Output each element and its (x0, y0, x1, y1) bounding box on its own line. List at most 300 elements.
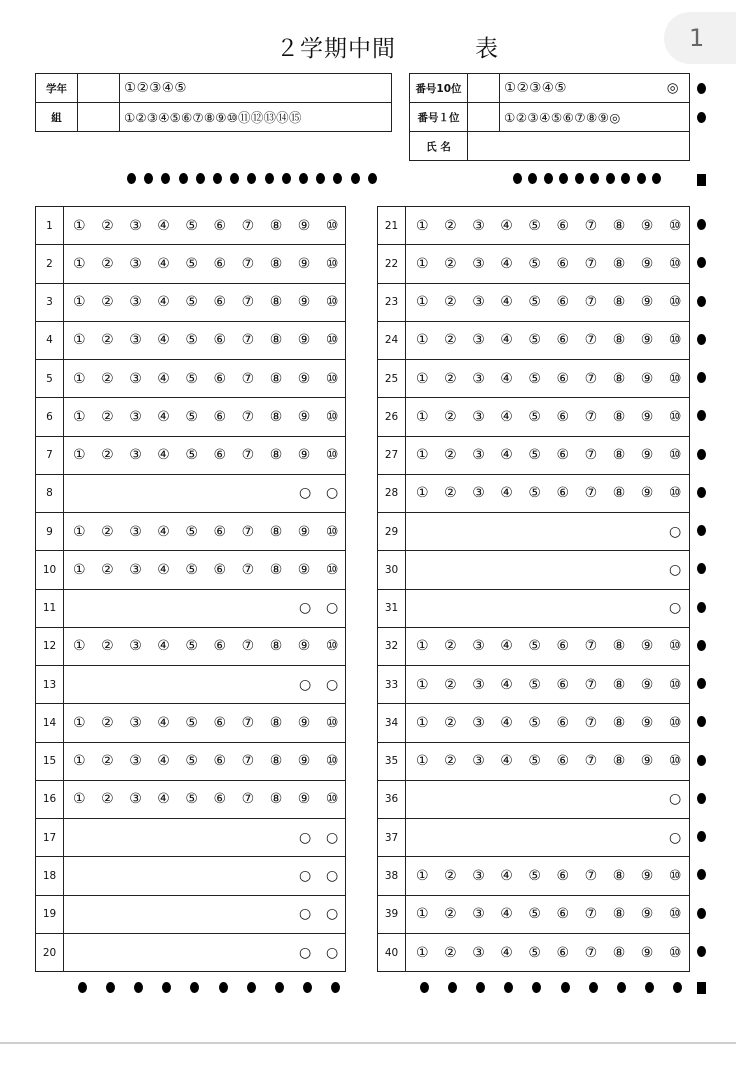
choice-bubble[interactable]: ③ (472, 638, 485, 655)
choice-bubble[interactable]: ⑥ (556, 638, 570, 655)
choice-bubble[interactable]: ⑤ (528, 408, 541, 425)
choice-bubble[interactable]: ① (416, 676, 429, 693)
choice-bubble[interactable]: ⑩ (668, 906, 682, 923)
choice-bubble[interactable]: ⑧ (612, 676, 626, 693)
choice-bubble[interactable]: ② (444, 370, 457, 387)
choice-bubble[interactable]: ④ (500, 294, 513, 311)
choice-bubble[interactable]: ⑧ (269, 255, 283, 272)
choice-bubble[interactable]: ⑦ (241, 217, 255, 234)
o-bubble[interactable]: ○ (299, 867, 312, 884)
choice-bubble[interactable]: ⑦ (584, 332, 598, 349)
choice-bubble[interactable]: ⑤ (528, 714, 541, 731)
choice-bubble[interactable]: ⑨ (640, 408, 654, 425)
choice-bubble[interactable]: ⑦ (584, 447, 598, 464)
choice-bubble[interactable]: ⑤ (528, 370, 541, 387)
choice-bubble[interactable]: ④ (500, 906, 513, 923)
choice-bubble[interactable]: ⑥ (556, 255, 570, 272)
choice-bubble[interactable]: ④ (500, 332, 513, 349)
choice-bubble[interactable]: ⑤ (528, 217, 541, 234)
choice-bubble[interactable]: ③ (472, 255, 485, 272)
choice-bubble[interactable]: ⑦ (584, 714, 598, 731)
o-bubble[interactable]: ○ (326, 867, 339, 884)
choice-bubble[interactable]: ⑩ (668, 676, 682, 693)
choice-bubble[interactable]: ⑥ (213, 523, 227, 540)
choice-bubble[interactable]: ⑥ (556, 447, 570, 464)
choice-bubble[interactable]: ② (101, 408, 114, 425)
choice-bubble[interactable]: ⑦ (241, 753, 255, 770)
choice-bubble[interactable]: ⑩ (325, 638, 339, 655)
choice-bubble[interactable]: ② (444, 217, 457, 234)
choice-bubble[interactable]: ⑨ (640, 714, 654, 731)
choice-bubble[interactable]: ⑧ (269, 408, 283, 425)
choice-bubble[interactable]: ⑩ (325, 217, 339, 234)
choice-bubble[interactable]: ③ (129, 294, 142, 311)
choice-bubble[interactable]: ⑨ (640, 485, 654, 502)
choice-bubble[interactable]: ⑥ (213, 408, 227, 425)
choice-bubble[interactable]: ⑦ (584, 217, 598, 234)
choice-bubble[interactable]: ② (101, 523, 114, 540)
choice-bubble[interactable]: ② (444, 867, 457, 884)
choice-bubble[interactable]: ③ (129, 714, 142, 731)
choice-bubble[interactable]: ③ (129, 791, 142, 808)
choice-bubble[interactable]: ⑦ (241, 408, 255, 425)
choice-bubble[interactable]: ① (73, 714, 86, 731)
choice-bubble[interactable]: ⑤ (185, 791, 198, 808)
choice-bubble[interactable]: ② (444, 944, 457, 961)
choice-bubble[interactable]: ④ (157, 753, 170, 770)
choice-bubble[interactable]: ⑤ (185, 217, 198, 234)
choice-bubble[interactable]: ⑧ (269, 561, 283, 578)
choice-bubble[interactable]: ② (101, 255, 114, 272)
choice-bubble[interactable]: ⑩ (668, 485, 682, 502)
choice-bubble[interactable]: ④ (157, 408, 170, 425)
choice-bubble[interactable]: ① (73, 370, 86, 387)
o-bubble[interactable]: ○ (669, 791, 682, 808)
choice-bubble[interactable]: ⑧ (269, 753, 283, 770)
choice-bubble[interactable]: ① (73, 332, 86, 349)
choice-bubble[interactable]: ⑥ (556, 944, 570, 961)
choice-bubble[interactable]: ⑩ (325, 408, 339, 425)
choice-bubble[interactable]: ③ (472, 332, 485, 349)
choice-bubble[interactable]: ⑥ (213, 791, 227, 808)
choice-bubble[interactable]: ⑨ (640, 255, 654, 272)
choice-bubble[interactable]: ⑥ (556, 485, 570, 502)
choice-bubble[interactable]: ⑦ (241, 255, 255, 272)
choice-bubble[interactable]: ① (416, 332, 429, 349)
o-bubble[interactable]: ○ (326, 829, 339, 846)
choice-bubble[interactable]: ⑥ (556, 714, 570, 731)
choice-bubble[interactable]: ⑩ (325, 753, 339, 770)
choice-bubble[interactable]: ⑧ (612, 485, 626, 502)
choice-bubble[interactable]: ⑤ (185, 370, 198, 387)
choice-bubble[interactable]: ⑩ (668, 332, 682, 349)
o-bubble[interactable]: ○ (299, 485, 312, 502)
o-bubble[interactable]: ○ (326, 600, 339, 617)
choice-bubble[interactable]: ③ (472, 294, 485, 311)
choice-bubble[interactable]: ③ (472, 753, 485, 770)
choice-bubble[interactable]: ⑦ (584, 485, 598, 502)
choice-bubble[interactable]: ② (444, 294, 457, 311)
choice-bubble[interactable]: ⑥ (213, 217, 227, 234)
choice-bubble[interactable]: ⑤ (528, 485, 541, 502)
choice-bubble[interactable]: ② (101, 294, 114, 311)
choice-bubble[interactable]: ⑤ (528, 294, 541, 311)
choice-bubble[interactable]: ① (416, 294, 429, 311)
choice-bubble[interactable]: ④ (500, 217, 513, 234)
choice-bubble[interactable]: ① (416, 255, 429, 272)
choice-bubble[interactable]: ④ (157, 447, 170, 464)
ones-options[interactable]: ①②③④⑤⑥⑦⑧⑨◎ (500, 103, 690, 132)
name-field[interactable] (468, 132, 690, 161)
choice-bubble[interactable]: ④ (157, 217, 170, 234)
choice-bubble[interactable]: ③ (472, 906, 485, 923)
choice-bubble[interactable]: ⑤ (528, 638, 541, 655)
grade-options[interactable]: ①②③④⑤ (120, 74, 392, 103)
choice-bubble[interactable]: ⑩ (668, 255, 682, 272)
choice-bubble[interactable]: ⑦ (241, 370, 255, 387)
choice-bubble[interactable]: ⑥ (556, 906, 570, 923)
choice-bubble[interactable]: ③ (472, 676, 485, 693)
choice-bubble[interactable]: ① (73, 753, 86, 770)
choice-bubble[interactable]: ⑩ (668, 867, 682, 884)
choice-bubble[interactable]: ⑩ (668, 638, 682, 655)
choice-bubble[interactable]: ⑨ (297, 294, 311, 311)
choice-bubble[interactable]: ③ (472, 714, 485, 731)
choice-bubble[interactable]: ⑨ (297, 255, 311, 272)
choice-bubble[interactable]: ① (73, 791, 86, 808)
choice-bubble[interactable]: ② (444, 408, 457, 425)
tens-options[interactable]: ①②③④⑤ (504, 80, 568, 96)
choice-bubble[interactable]: ⑨ (640, 638, 654, 655)
choice-bubble[interactable]: ⑦ (584, 294, 598, 311)
choice-bubble[interactable]: ⑧ (269, 523, 283, 540)
choice-bubble[interactable]: ① (73, 523, 86, 540)
choice-bubble[interactable]: ⑨ (297, 447, 311, 464)
choice-bubble[interactable]: ④ (500, 638, 513, 655)
choice-bubble[interactable]: ⑩ (325, 714, 339, 731)
choice-bubble[interactable]: ⑨ (640, 294, 654, 311)
choice-bubble[interactable]: ① (73, 217, 86, 234)
choice-bubble[interactable]: ⑧ (269, 714, 283, 731)
choice-bubble[interactable]: ⑦ (241, 714, 255, 731)
choice-bubble[interactable]: ⑨ (297, 791, 311, 808)
choice-bubble[interactable]: ⑤ (185, 332, 198, 349)
choice-bubble[interactable]: ⑨ (297, 638, 311, 655)
choice-bubble[interactable]: ⑦ (584, 638, 598, 655)
choice-bubble[interactable]: ④ (157, 332, 170, 349)
choice-bubble[interactable]: ⑥ (556, 332, 570, 349)
choice-bubble[interactable]: ⑦ (584, 906, 598, 923)
choice-bubble[interactable]: ③ (472, 217, 485, 234)
choice-bubble[interactable]: ① (416, 485, 429, 502)
o-bubble[interactable]: ○ (299, 676, 312, 693)
choice-bubble[interactable]: ⑥ (213, 753, 227, 770)
choice-bubble[interactable]: ① (416, 638, 429, 655)
choice-bubble[interactable]: ⑦ (584, 255, 598, 272)
choice-bubble[interactable]: ⑤ (185, 255, 198, 272)
choice-bubble[interactable]: ⑧ (269, 294, 283, 311)
choice-bubble[interactable]: ① (416, 753, 429, 770)
choice-bubble[interactable]: ④ (157, 561, 170, 578)
choice-bubble[interactable]: ③ (129, 447, 142, 464)
choice-bubble[interactable]: ① (416, 408, 429, 425)
choice-bubble[interactable]: ③ (472, 370, 485, 387)
choice-bubble[interactable]: ② (444, 906, 457, 923)
choice-bubble[interactable]: ⑩ (668, 714, 682, 731)
choice-bubble[interactable]: ② (444, 447, 457, 464)
choice-bubble[interactable]: ④ (157, 370, 170, 387)
choice-bubble[interactable]: ⑤ (528, 255, 541, 272)
choice-bubble[interactable]: ⑩ (668, 447, 682, 464)
choice-bubble[interactable]: ⑥ (213, 332, 227, 349)
choice-bubble[interactable]: ⑧ (612, 370, 626, 387)
choice-bubble[interactable]: ⑩ (668, 753, 682, 770)
choice-bubble[interactable]: ③ (472, 447, 485, 464)
choice-bubble[interactable]: ⑧ (612, 294, 626, 311)
choice-bubble[interactable]: ⑥ (556, 217, 570, 234)
choice-bubble[interactable]: ⑧ (612, 217, 626, 234)
choice-bubble[interactable]: ⑨ (297, 714, 311, 731)
choice-bubble[interactable]: ② (444, 255, 457, 272)
o-bubble[interactable]: ○ (669, 561, 682, 578)
choice-bubble[interactable]: ④ (500, 255, 513, 272)
choice-bubble[interactable]: ⑧ (612, 867, 626, 884)
choice-bubble[interactable]: ⑨ (640, 217, 654, 234)
choice-bubble[interactable]: ⑨ (640, 370, 654, 387)
choice-bubble[interactable]: ② (444, 332, 457, 349)
choice-bubble[interactable]: ⑨ (640, 676, 654, 693)
choice-bubble[interactable]: ⑦ (584, 370, 598, 387)
choice-bubble[interactable]: ④ (500, 447, 513, 464)
choice-bubble[interactable]: ⑨ (297, 370, 311, 387)
choice-bubble[interactable]: ⑥ (556, 370, 570, 387)
choice-bubble[interactable]: ③ (129, 638, 142, 655)
choice-bubble[interactable]: ⑦ (241, 638, 255, 655)
choice-bubble[interactable]: ⑧ (269, 638, 283, 655)
choice-bubble[interactable]: ⑨ (297, 217, 311, 234)
choice-bubble[interactable]: ② (101, 217, 114, 234)
choice-bubble[interactable]: ④ (500, 485, 513, 502)
choice-bubble[interactable]: ④ (500, 753, 513, 770)
choice-bubble[interactable]: ④ (500, 867, 513, 884)
choice-bubble[interactable]: ① (73, 447, 86, 464)
choice-bubble[interactable]: ① (73, 638, 86, 655)
choice-bubble[interactable]: ⑤ (528, 332, 541, 349)
choice-bubble[interactable]: ⑩ (668, 294, 682, 311)
choice-bubble[interactable]: ⑩ (668, 408, 682, 425)
choice-bubble[interactable]: ⑨ (640, 944, 654, 961)
choice-bubble[interactable]: ⑩ (325, 447, 339, 464)
o-bubble[interactable]: ○ (669, 523, 682, 540)
choice-bubble[interactable]: ⑩ (325, 294, 339, 311)
choice-bubble[interactable]: ⑨ (297, 561, 311, 578)
choice-bubble[interactable]: ④ (500, 408, 513, 425)
choice-bubble[interactable]: ③ (129, 408, 142, 425)
choice-bubble[interactable]: ③ (472, 485, 485, 502)
choice-bubble[interactable]: ⑩ (325, 332, 339, 349)
choice-bubble[interactable]: ⑤ (528, 753, 541, 770)
choice-bubble[interactable]: ⑤ (185, 638, 198, 655)
choice-bubble[interactable]: ② (101, 753, 114, 770)
choice-bubble[interactable]: ⑥ (556, 867, 570, 884)
choice-bubble[interactable]: ⑧ (612, 408, 626, 425)
choice-bubble[interactable]: ④ (157, 523, 170, 540)
choice-bubble[interactable]: ③ (472, 408, 485, 425)
choice-bubble[interactable]: ④ (157, 638, 170, 655)
choice-bubble[interactable]: ③ (129, 561, 142, 578)
o-bubble[interactable]: ○ (299, 906, 312, 923)
choice-bubble[interactable]: ⑩ (668, 944, 682, 961)
choice-bubble[interactable]: ④ (157, 714, 170, 731)
choice-bubble[interactable]: ⑦ (241, 523, 255, 540)
choice-bubble[interactable]: ① (416, 867, 429, 884)
choice-bubble[interactable]: ⑥ (213, 294, 227, 311)
choice-bubble[interactable]: ⑤ (185, 294, 198, 311)
choice-bubble[interactable]: ⑥ (213, 638, 227, 655)
choice-bubble[interactable]: ③ (129, 753, 142, 770)
choice-bubble[interactable]: ⑩ (325, 370, 339, 387)
choice-bubble[interactable]: ⑨ (297, 408, 311, 425)
choice-bubble[interactable]: ① (416, 447, 429, 464)
choice-bubble[interactable]: ⑧ (612, 944, 626, 961)
choice-bubble[interactable]: ④ (500, 944, 513, 961)
choice-bubble[interactable]: ⑨ (640, 867, 654, 884)
o-bubble[interactable]: ○ (669, 829, 682, 846)
choice-bubble[interactable]: ⑤ (528, 944, 541, 961)
choice-bubble[interactable]: ⑦ (241, 332, 255, 349)
choice-bubble[interactable]: ⑤ (185, 714, 198, 731)
choice-bubble[interactable]: ⑩ (325, 791, 339, 808)
choice-bubble[interactable]: ① (416, 906, 429, 923)
choice-bubble[interactable]: ⑥ (213, 561, 227, 578)
choice-bubble[interactable]: ⑧ (269, 217, 283, 234)
class-options[interactable]: ①②③④⑤⑥⑦⑧⑨⑩⑪⑫⑬⑭⑮ (120, 103, 392, 132)
choice-bubble[interactable]: ⑤ (185, 523, 198, 540)
choice-bubble[interactable]: ⑥ (213, 714, 227, 731)
o-bubble[interactable]: ○ (326, 944, 339, 961)
choice-bubble[interactable]: ④ (157, 255, 170, 272)
choice-bubble[interactable]: ⑨ (640, 906, 654, 923)
o-bubble[interactable]: ○ (326, 676, 339, 693)
choice-bubble[interactable]: ④ (500, 714, 513, 731)
choice-bubble[interactable]: ⑤ (185, 753, 198, 770)
choice-bubble[interactable]: ① (416, 370, 429, 387)
choice-bubble[interactable]: ② (444, 485, 457, 502)
o-bubble[interactable]: ○ (299, 600, 312, 617)
choice-bubble[interactable]: ① (73, 408, 86, 425)
tens-zero-option[interactable]: ◎ (666, 80, 679, 96)
choice-bubble[interactable]: ⑤ (528, 676, 541, 693)
choice-bubble[interactable]: ⑥ (213, 447, 227, 464)
choice-bubble[interactable]: ⑦ (241, 294, 255, 311)
o-bubble[interactable]: ○ (326, 906, 339, 923)
choice-bubble[interactable]: ⑦ (584, 676, 598, 693)
choice-bubble[interactable]: ⑨ (297, 332, 311, 349)
choice-bubble[interactable]: ⑨ (297, 523, 311, 540)
choice-bubble[interactable]: ⑧ (269, 447, 283, 464)
choice-bubble[interactable]: ② (444, 638, 457, 655)
choice-bubble[interactable]: ① (73, 561, 86, 578)
choice-bubble[interactable]: ⑧ (269, 791, 283, 808)
choice-bubble[interactable]: ⑥ (213, 370, 227, 387)
choice-bubble[interactable]: ⑩ (325, 255, 339, 272)
choice-bubble[interactable]: ⑧ (269, 370, 283, 387)
choice-bubble[interactable]: ③ (472, 944, 485, 961)
choice-bubble[interactable]: ⑩ (325, 523, 339, 540)
choice-bubble[interactable]: ⑦ (241, 447, 255, 464)
choice-bubble[interactable]: ⑦ (241, 791, 255, 808)
choice-bubble[interactable]: ② (101, 370, 114, 387)
choice-bubble[interactable]: ① (416, 217, 429, 234)
choice-bubble[interactable]: ③ (129, 217, 142, 234)
choice-bubble[interactable]: ⑥ (213, 255, 227, 272)
choice-bubble[interactable]: ② (444, 714, 457, 731)
choice-bubble[interactable]: ⑨ (640, 753, 654, 770)
choice-bubble[interactable]: ② (101, 447, 114, 464)
choice-bubble[interactable]: ② (444, 676, 457, 693)
choice-bubble[interactable]: ⑨ (297, 753, 311, 770)
choice-bubble[interactable]: ① (416, 714, 429, 731)
choice-bubble[interactable]: ④ (157, 294, 170, 311)
tens-options-cell[interactable] (500, 74, 690, 103)
choice-bubble[interactable]: ③ (129, 255, 142, 272)
choice-bubble[interactable]: ⑦ (584, 753, 598, 770)
choice-bubble[interactable]: ② (101, 638, 114, 655)
choice-bubble[interactable]: ④ (157, 791, 170, 808)
choice-bubble[interactable]: ③ (129, 332, 142, 349)
choice-bubble[interactable]: ⑧ (612, 906, 626, 923)
choice-bubble[interactable]: ⑤ (185, 447, 198, 464)
choice-bubble[interactable]: ⑦ (584, 408, 598, 425)
choice-bubble[interactable]: ② (101, 714, 114, 731)
choice-bubble[interactable]: ⑥ (556, 676, 570, 693)
choice-bubble[interactable]: ③ (129, 523, 142, 540)
choice-bubble[interactable]: ② (444, 753, 457, 770)
choice-bubble[interactable]: ① (73, 255, 86, 272)
choice-bubble[interactable]: ⑩ (668, 217, 682, 234)
choice-bubble[interactable]: ⑧ (612, 255, 626, 272)
choice-bubble[interactable]: ④ (500, 370, 513, 387)
choice-bubble[interactable]: ⑧ (612, 447, 626, 464)
choice-bubble[interactable]: ② (101, 332, 114, 349)
choice-bubble[interactable]: ⑤ (185, 561, 198, 578)
choice-bubble[interactable]: ② (101, 791, 114, 808)
o-bubble[interactable]: ○ (299, 829, 312, 846)
o-bubble[interactable]: ○ (669, 600, 682, 617)
choice-bubble[interactable]: ⑦ (584, 867, 598, 884)
choice-bubble[interactable]: ⑤ (528, 867, 541, 884)
choice-bubble[interactable]: ⑥ (556, 294, 570, 311)
choice-bubble[interactable]: ② (101, 561, 114, 578)
choice-bubble[interactable]: ④ (500, 676, 513, 693)
choice-bubble[interactable]: ⑩ (668, 370, 682, 387)
choice-bubble[interactable]: ⑤ (528, 447, 541, 464)
choice-bubble[interactable]: ① (416, 944, 429, 961)
choice-bubble[interactable]: ⑨ (640, 332, 654, 349)
choice-bubble[interactable]: ⑧ (612, 332, 626, 349)
choice-bubble[interactable]: ⑧ (612, 753, 626, 770)
choice-bubble[interactable]: ⑦ (584, 944, 598, 961)
choice-bubble[interactable]: ⑨ (640, 447, 654, 464)
choice-bubble[interactable]: ⑥ (556, 408, 570, 425)
o-bubble[interactable]: ○ (326, 485, 339, 502)
o-bubble[interactable]: ○ (299, 944, 312, 961)
choice-bubble[interactable]: ⑥ (556, 753, 570, 770)
choice-bubble[interactable]: ⑩ (325, 561, 339, 578)
choice-bubble[interactable]: ⑧ (269, 332, 283, 349)
choice-bubble[interactable]: ⑧ (612, 638, 626, 655)
choice-bubble[interactable]: ⑦ (241, 561, 255, 578)
